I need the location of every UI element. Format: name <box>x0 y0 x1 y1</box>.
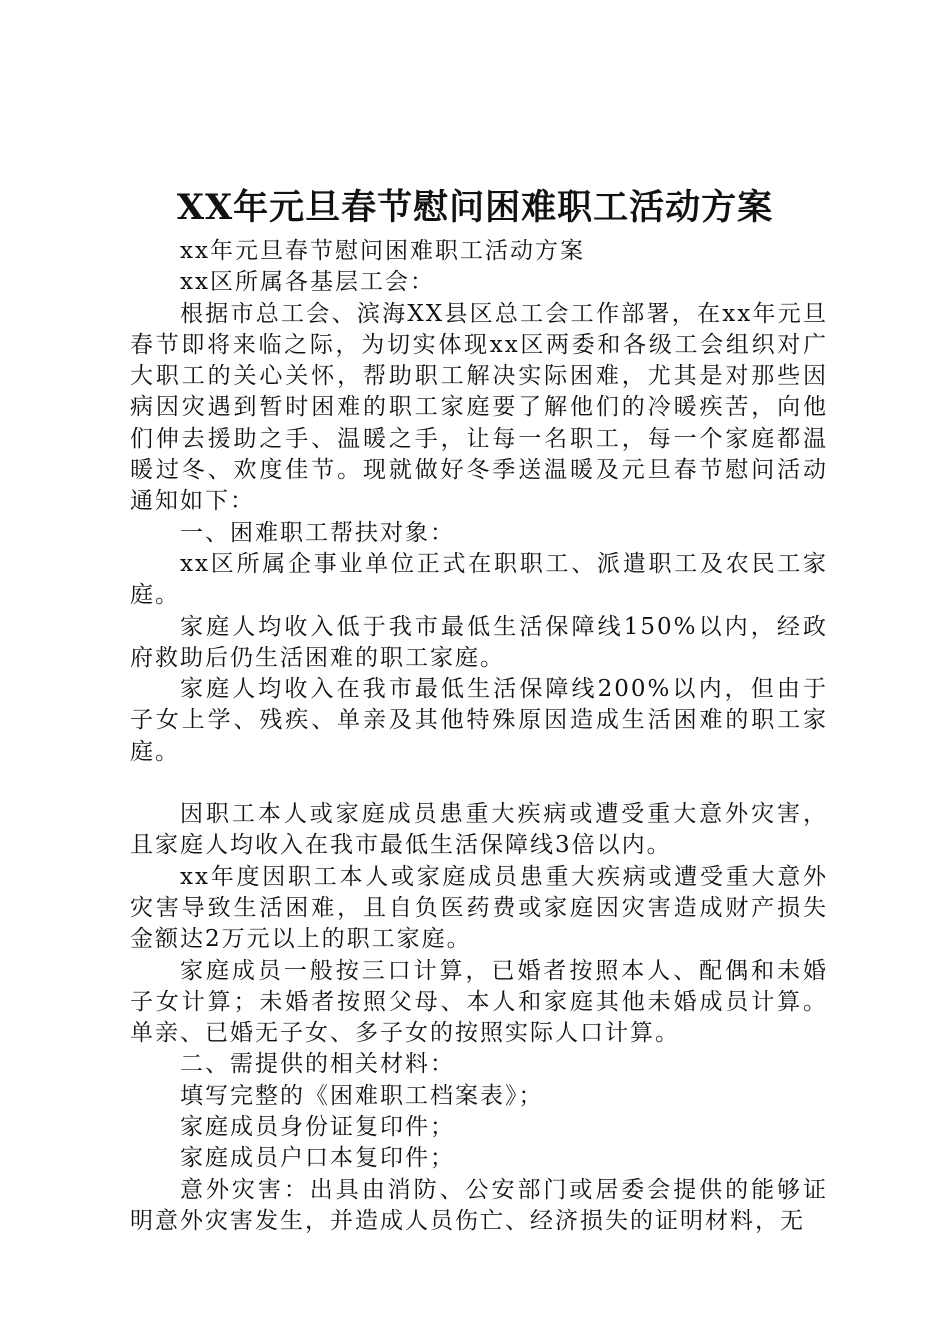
paragraph: 家庭成员户口本复印件； <box>180 1145 455 1172</box>
paragraph: 因职工本人或家庭成员患重大疾病或遭受重大意外灾害，且家庭人均收入在我市最低生活保障线3倍以内。 <box>130 801 828 859</box>
section-heading: 一、困难职工帮扶对象： <box>180 519 455 546</box>
section-heading: 二、需提供的相关材料： <box>180 1051 455 1078</box>
paragraph: 意外灾害：出具由消防、公安部门或居委会提供的能够证明意外灾害发生，并造成人员伤亡、经济损失的证明材料，无 <box>130 1176 828 1234</box>
paragraph: xx区所属各基层工会： <box>180 269 435 296</box>
document-title: XX年元旦春节慰问困难职工活动方案 <box>176 187 774 228</box>
paragraph: 家庭人均收入低于我市最低生活保障线150%以内，经政府救助后仍生活困难的职工家庭。 <box>130 613 828 671</box>
paragraph: xx区所属企事业单位正式在职职工、派遣职工及农民工家庭。 <box>130 550 828 609</box>
paragraph: 根据市总工会、滨海XX县区总工会工作部署，在xx年元旦春节即将来临之际，为切实体现xx区两委和各级工会组织对广大职工的关心关怀，帮助职工解决实际困难，尤其是对那些因病因灾遇到暂时困难的职工家庭要了解他们的冷暖疾苦，向他们伸去援助之手、温暖之手，让每一名职工，每一个家庭都温暖过冬、欢度佳节。现就做好冬季送温暖及元旦春节慰问活动通知如下： <box>130 300 828 515</box>
paragraph: 家庭人均收入在我市最低生活保障线200%以内，但由于子女上学、残疾、单亲及其他特殊原因造成生活困难的职工家庭。 <box>130 676 828 765</box>
paragraph: 家庭成员身份证复印件； <box>180 1114 455 1141</box>
document-body <box>130 236 828 1237</box>
paragraph: xx年度因职工本人或家庭成员患重大疾病或遭受重大意外灾害导致生活困难，且自负医药费或家庭因灾害造成财产损失金额达2万元以上的职工家庭。 <box>130 863 828 953</box>
paragraph: 填写完整的《困难职工档案表》； <box>180 1082 544 1109</box>
paragraph: xx年元旦春节慰问困难职工活动方案 <box>180 238 585 264</box>
paragraph: 家庭成员一般按三口计算，已婚者按照本人、配偶和未婚子女计算；未婚者按照父母、本人和家庭其他未婚成员计算。单亲、已婚无子女、多子女的按照实际人口计算。 <box>130 957 828 1047</box>
